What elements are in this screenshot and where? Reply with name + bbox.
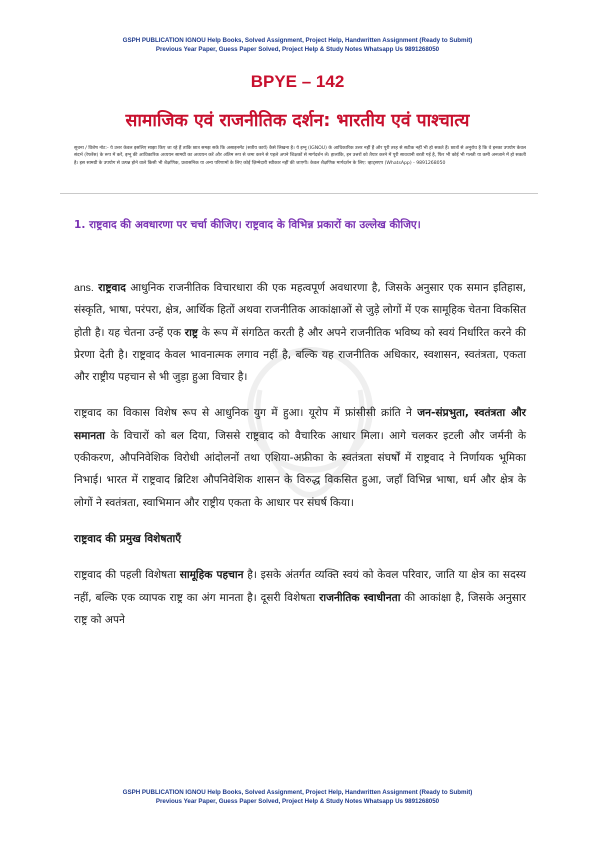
course-title: सामाजिक एवं राजनीतिक दर्शन: भारतीय एवं पाश्चात्य	[125, 111, 470, 131]
page-header	[0, 36, 595, 54]
paragraph-text: राष्ट्रवाद का विकास विशेष रूप से आधुनिक युग में हुआ। यूरोप में फ्रांसीसी क्रांति ने	[74, 407, 418, 420]
divider	[60, 193, 538, 194]
term-nationalism: राष्ट्रवाद	[98, 282, 126, 294]
question-heading: 1. राष्ट्रवाद की अवधारणा पर चर्चा कीजिए। राष्ट्रवाद के विभिन्न प्रकारों का उल्लेख कीजिए।	[74, 219, 421, 231]
paragraph-text: की आकांक्षा है, जिसके अनुसार राष्ट्र को अपने	[74, 591, 526, 626]
term-political-independence: राजनीतिक स्वाधीनता	[319, 591, 401, 604]
term-nation: राष्ट्र	[184, 326, 198, 339]
section-subheading: राष्ट्रवाद की प्रमुख विशेषताएँ	[74, 532, 182, 545]
paragraph-text: है। इसके अंतर्गत व्यक्ति स्वयं को केवल परिवार, जाति या क्षेत्र का सदस्य नहीं, बल्कि एक व्यापक राष्ट्र का अंग मानता है। दूसरी विशेषता	[74, 569, 526, 604]
term-collective-identity: सामूहिक पहचान	[179, 569, 244, 582]
answer-paragraph-3	[74, 564, 526, 631]
answer-paragraph-1	[74, 277, 526, 388]
answer-label: ans.	[74, 282, 94, 294]
paragraph-text: आधुनिक राजनीतिक विचारधारा की एक महत्वपूर्ण अवधारणा है, जिसके अनुसार एक समान इतिहास, संस्कृति, भाषा, परंपरा, क्षेत्र, आर्थिक हितों अथवा राजनीतिक आकांक्षाओं से जुड़े लोगों में एक सामूहिक चेतना विकसित होती है। यह चेतना उन्हें एक	[74, 282, 526, 339]
footer-line-2: Previous Year Paper, Guess Paper Solved, Project Help & Study Notes Whatsapp Us 9891268050	[155, 798, 440, 805]
term-popular-sovereignty: जन-संप्रभुता, स्वतंत्रता और समानता	[74, 407, 526, 442]
answer-paragraph-2	[74, 402, 526, 513]
page-footer	[0, 788, 595, 806]
course-code: BPYE – 142	[250, 72, 345, 91]
footer-line-1: GSPH PUBLICATION IGNOU Help Books, Solved Assignment, Project Help, Handwritten Assignment (Ready to Submit)	[122, 789, 473, 796]
paragraph-text: के रूप में संगठित करती है और अपने राजनीतिक भविष्य को स्वयं निर्धारित करने की प्रेरणा देती है। राष्ट्रवाद केवल भावनात्मक लगाव नहीं है, बल्कि यह राजनीतिक अधिकार, स्वशासन, स्वतंत्रता, एकता और राष्ट्रीय पहचान से भी जुड़ा हुआ विचार है।	[74, 326, 526, 384]
disclaimer-notice: सूचना / विशेष नोट:- ये उत्तर केवल इसलिए साझा किए जा रहे हैं ताकि छात्र समझ सकें कि असाइनमेंट (सत्रीय कार्य) कैसे लिखना है। ये इग्नू (IGNOU) के आधिकारिक उत्तर नहीं हैं और पूरी तरह से सटीक नहीं भी हो सकते हैं। छात्रों से अनुरोध है कि वे इनका उपयोग केवल संदर्भ (रेफरेंस) के रूप में करें, इग्नू की आधिकारिक अध्ययन सामग्री का अध्ययन करें और अंतिम रूप से जमा करने से पहले अपने शिक्षकों से मार्गदर्शन लें। हालांकि, इन उत्तरों को तैयार करने में पूरी सावधानी बरती गई है, फिर भी कोई भी गलती या कमी अनजाने में हो सकती है। इस सामग्री के उपयोग से उत्पन्न होने वाले किसी भी शैक्षणिक, प्रशासनिक या अन्य परिणामों के लिए कोई ज़िम्मेदारी स्वीकार नहीं की जाएगी। केवल शैक्षणिक मार्गदर्शन के लिए: व्हाट्सएप (WhatsApp) - 9891268050	[74, 146, 526, 166]
answer-body	[74, 277, 526, 645]
header-line-1: GSPH PUBLICATION IGNOU Help Books, Solved Assignment, Project Help, Handwritten Assignment (Ready to Submit)	[122, 37, 473, 44]
header-line-2: Previous Year Paper, Guess Paper Solved, Project Help & Study Notes Whatsapp Us 9891268050	[155, 46, 440, 53]
paragraph-text: के विचारों को बल दिया, जिससे राष्ट्रवाद को वैचारिक आधार मिला। आगे चलकर इटली और जर्मनी के एकीकरण, औपनिवेशिक विरोधी आंदोलनों तथा एशिया-अफ्रीका के स्वतंत्रता संघर्षों में राष्ट्रवाद ने निर्णायक भूमिका निभाई। भारत में राष्ट्रवाद ब्रिटिश औपनिवेशिक शासन के विरुद्ध विकसित हुआ, जहाँ विभिन्न भाषा, धर्म और क्षेत्र के लोगों ने स्वतंत्रता, स्वाभिमान और राष्ट्रीय एकता के आधार पर संघर्ष किया।	[74, 429, 526, 509]
paragraph-text: राष्ट्रवाद की पहली विशेषता	[74, 569, 180, 582]
